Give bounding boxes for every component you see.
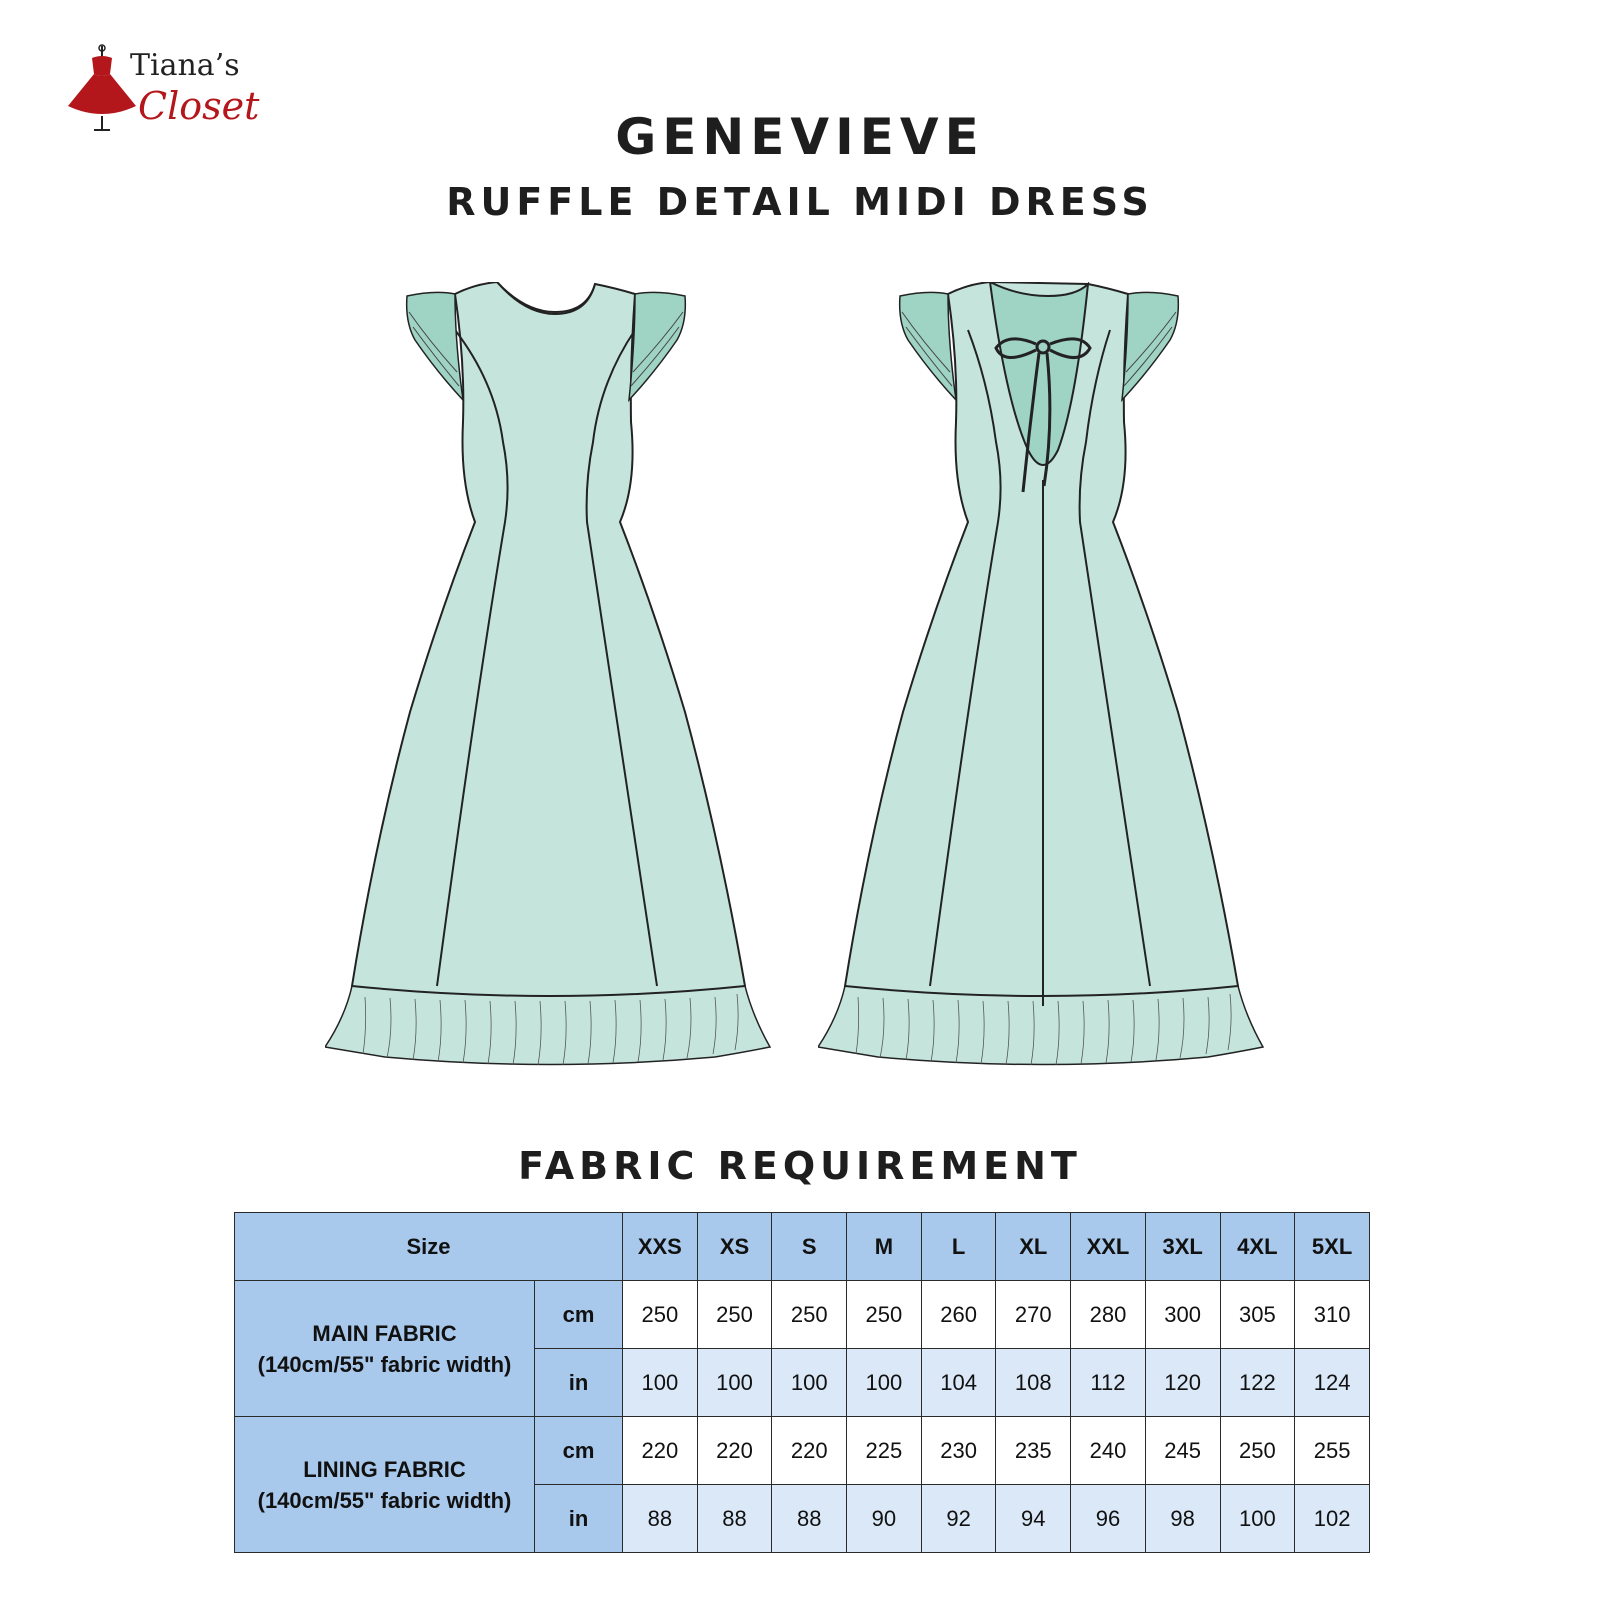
unit-label: in — [535, 1485, 623, 1553]
main-fabric-width-note: (140cm/55" fabric width) — [257, 1351, 512, 1377]
table-cell: 260 — [921, 1281, 996, 1349]
back-right-sleeve-ruffle — [1122, 292, 1178, 400]
front-hem-ruffle — [325, 986, 770, 1065]
size-col-header: XXS — [623, 1213, 698, 1281]
table-cell: 122 — [1220, 1349, 1295, 1417]
table-cell: 120 — [1145, 1349, 1220, 1417]
table-cell: 230 — [921, 1417, 996, 1485]
front-bodice-skirt — [352, 282, 745, 996]
table-cell: 88 — [772, 1485, 847, 1553]
lining-fabric-label-cell — [235, 1417, 535, 1553]
unit-label: cm — [535, 1417, 623, 1485]
unit-label: in — [535, 1349, 623, 1417]
fabric-requirement-heading: FABRIC REQUIREMENT — [518, 1144, 1082, 1188]
table-cell: 92 — [921, 1485, 996, 1553]
brand-subname: Closet — [138, 84, 260, 128]
fabric-requirement-table — [234, 1212, 1370, 1553]
size-col-header: XS — [697, 1213, 772, 1281]
table-cell: 300 — [1145, 1281, 1220, 1349]
table-cell: 88 — [697, 1485, 772, 1553]
table-cell: 250 — [697, 1281, 772, 1349]
size-col-header: L — [921, 1213, 996, 1281]
size-col-header: XXL — [1071, 1213, 1146, 1281]
table-cell: 102 — [1295, 1485, 1370, 1553]
table-cell: 310 — [1295, 1281, 1370, 1349]
table-cell: 94 — [996, 1485, 1071, 1553]
table-cell: 96 — [1071, 1485, 1146, 1553]
table-cell: 235 — [996, 1417, 1071, 1485]
size-col-header: 4XL — [1220, 1213, 1295, 1281]
size-col-header: M — [847, 1213, 922, 1281]
table-cell: 90 — [847, 1485, 922, 1553]
table-cell: 305 — [1220, 1281, 1295, 1349]
table-row — [235, 1281, 1370, 1349]
table-cell: 220 — [772, 1417, 847, 1485]
unit-label: cm — [535, 1281, 623, 1349]
table-cell: 255 — [1295, 1417, 1370, 1485]
table-cell: 220 — [697, 1417, 772, 1485]
table-cell: 108 — [996, 1349, 1071, 1417]
table-cell: 100 — [772, 1349, 847, 1417]
page-subtitle: RUFFLE DETAIL MIDI DRESS — [446, 180, 1154, 224]
table-cell: 250 — [1220, 1417, 1295, 1485]
table-cell: 250 — [847, 1281, 922, 1349]
page-title: GENEVIEVE — [615, 108, 985, 166]
table-cell: 112 — [1071, 1349, 1146, 1417]
table-cell: 88 — [623, 1485, 698, 1553]
table-cell: 100 — [697, 1349, 772, 1417]
table-cell: 280 — [1071, 1281, 1146, 1349]
table-cell: 225 — [847, 1417, 922, 1485]
table-cell: 270 — [996, 1281, 1071, 1349]
table-cell: 245 — [1145, 1417, 1220, 1485]
table-header-row — [235, 1213, 1370, 1281]
size-col-header: S — [772, 1213, 847, 1281]
lining-fabric-label: LINING FABRIC — [303, 1456, 466, 1482]
size-header: Size — [235, 1213, 623, 1281]
front-right-sleeve-ruffle — [629, 292, 685, 400]
size-col-header: 3XL — [1145, 1213, 1220, 1281]
size-col-header: XL — [996, 1213, 1071, 1281]
table-row — [235, 1417, 1370, 1485]
table-cell: 250 — [772, 1281, 847, 1349]
back-hem-ruffle — [818, 986, 1263, 1065]
table-cell: 100 — [1220, 1485, 1295, 1553]
table-cell: 124 — [1295, 1349, 1370, 1417]
size-col-header: 5XL — [1295, 1213, 1370, 1281]
table-cell: 98 — [1145, 1485, 1220, 1553]
table-cell: 220 — [623, 1417, 698, 1485]
table-cell: 104 — [921, 1349, 996, 1417]
lining-fabric-width-note: (140cm/55" fabric width) — [257, 1487, 512, 1513]
table-cell: 100 — [847, 1349, 922, 1417]
table-cell: 100 — [623, 1349, 698, 1417]
dress-front-illustration — [325, 282, 775, 1082]
main-fabric-label-cell — [235, 1281, 535, 1417]
table-cell: 240 — [1071, 1417, 1146, 1485]
table-cell: 250 — [623, 1281, 698, 1349]
dress-back-illustration — [818, 282, 1268, 1082]
main-fabric-label: MAIN FABRIC — [312, 1320, 457, 1346]
brand-name: Tiana’s — [130, 48, 240, 83]
